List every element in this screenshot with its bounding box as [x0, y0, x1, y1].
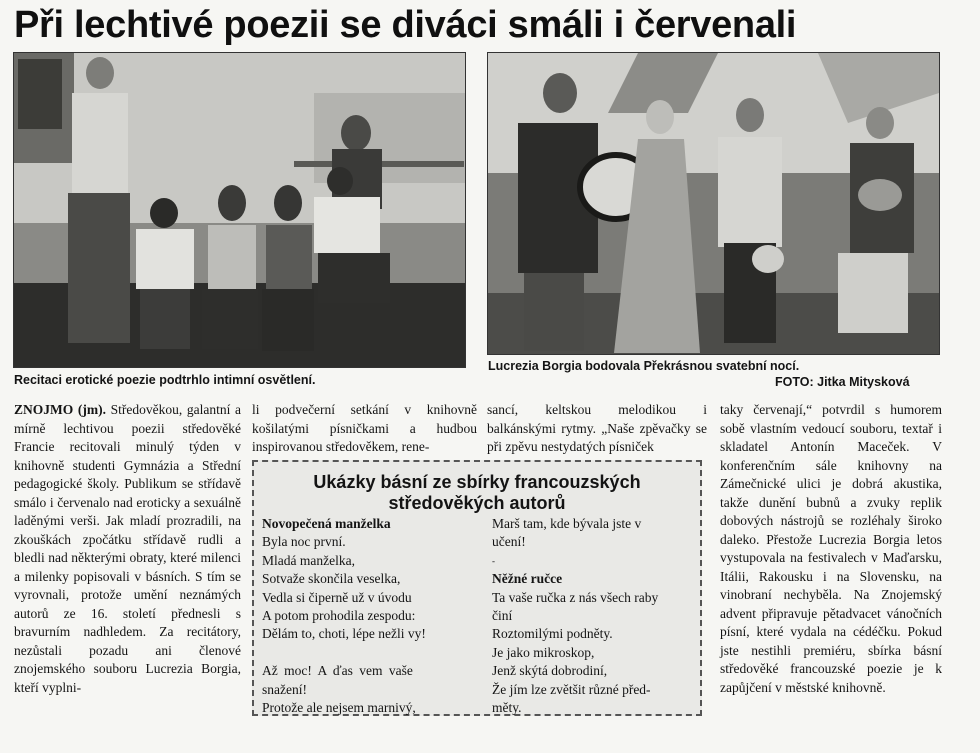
poem-line: Vedla si čiperně už v úvodu	[262, 589, 412, 605]
column-1-text: Středověkou, galantní a mírně lechtivou poezii středověké Francie recitovali minulý týden v knihovně studenti Gymnázia a Střední pedagogické školy. Publikum se střídavě smálo i červenalo nad eroticky a sexuálně laděnými verši. Jak mladí prozradili, na zkouškách zpočátku střídavě rudli a bledli nad některými obraty, které milenci a milenky popisovali v básních. S tím se vyrovnali, protože umění neznámých autorů ze 16. století přednesli s bravurním nadhledem. Za recitátory, nezůstali pozadu ani členové znojemského souboru Lucrezia Borgia, kteří vyplni-	[14, 402, 242, 695]
poem-line: Protože ale nejsem marnivý,	[262, 700, 416, 716]
poem-line: Byla noc první.	[262, 534, 346, 550]
poem-line: Sotvaže skončila veselka,	[262, 571, 401, 587]
article-column-3: sancí, keltskou melodikou i balkánskými rytmy. „Naše zpěvačky se při zpěvu nestydatých písniček	[487, 402, 707, 454]
poem-line: Až moc! A ďas vem vaše	[262, 663, 413, 679]
sidebar-title	[254, 472, 700, 514]
poem-line: snažení!	[262, 681, 307, 697]
poem-line: Marš tam, kde bývala jste v	[492, 516, 642, 531]
poem-line: činí	[492, 608, 513, 624]
article-column-2: li podvečerní setkání v knihovně košilatými písničkami a hudbou inspirovanou středověkem, rene-	[252, 402, 477, 454]
photo-recitation	[13, 52, 466, 368]
poem-1	[262, 515, 478, 717]
poem-2-title: Něžné ručce	[492, 571, 563, 587]
poem-line: A potom prohodila zespodu:	[262, 608, 416, 624]
poem-line: Roztomilými podněty.	[492, 626, 613, 642]
poem-line: Je jako mikroskop,	[492, 644, 595, 660]
photo-left-caption: Recitaci erotické poezie podtrhlo intimní osvětlení.	[14, 373, 316, 387]
photo-credit: FOTO: Jitka Mitysková	[775, 375, 910, 389]
poem-line: Dělám to, choti, lépe nežli vy!	[262, 626, 426, 642]
poem-1-continued	[492, 515, 696, 717]
poem-separator: -	[492, 555, 495, 566]
poem-line	[262, 644, 478, 662]
article-column-1	[14, 401, 241, 697]
poem-line: měty.	[492, 700, 522, 716]
poem-sidebar-box	[252, 460, 702, 716]
sidebar-title-line-2: středověkých autorů	[388, 493, 566, 513]
headline: Při lechtivé poezii se diváci smáli i červenali	[14, 4, 797, 46]
photo-right-caption: Lucrezia Borgia bodovala Překrásnou svatební nocí.	[488, 359, 800, 373]
poem-line: Že jím lze zvětšit různé před-	[492, 681, 651, 697]
poem-line: Jenž skýtá dobrodiní,	[492, 663, 608, 679]
poem-1-title: Novopečená manželka	[262, 516, 391, 531]
poem-line: Mladá manželka,	[262, 552, 355, 568]
poem-line: učení!	[492, 534, 526, 550]
article-column-4: taky červenají,“ potvrdil s humorem sobě vlastním vedoucí souboru, textař i skladatel Antonín Maceček. V konferenčním sále knihovny na Zámečnické ulici je dobrá akustika, takže dunění bubnů a zvuky replik dobových nástrojů se rozléhaly široko daleko. Přestože Lucrezia Borgia letos vystupovala na festivalech v Maďarsku, Itálii, Rakousku i na Slovensku, na vinobraní nechyběla. Na Znojemský advent připravuje pětadvacet vánočních písní, které vydala na cédéčku. Pokud jste nestihli premiéru, sbírka básní středověké francouzské poezie je k zapůjčení v městské knihovně.	[720, 402, 942, 695]
poem-line: Ta vaše ručka z nás všech raby	[492, 589, 659, 605]
sidebar-title-line-1: Ukázky básní ze sbírky francouzských	[313, 472, 641, 492]
photo-lucrezia-borgia	[487, 52, 940, 355]
dateline: ZNOJMO (jm).	[14, 402, 106, 417]
